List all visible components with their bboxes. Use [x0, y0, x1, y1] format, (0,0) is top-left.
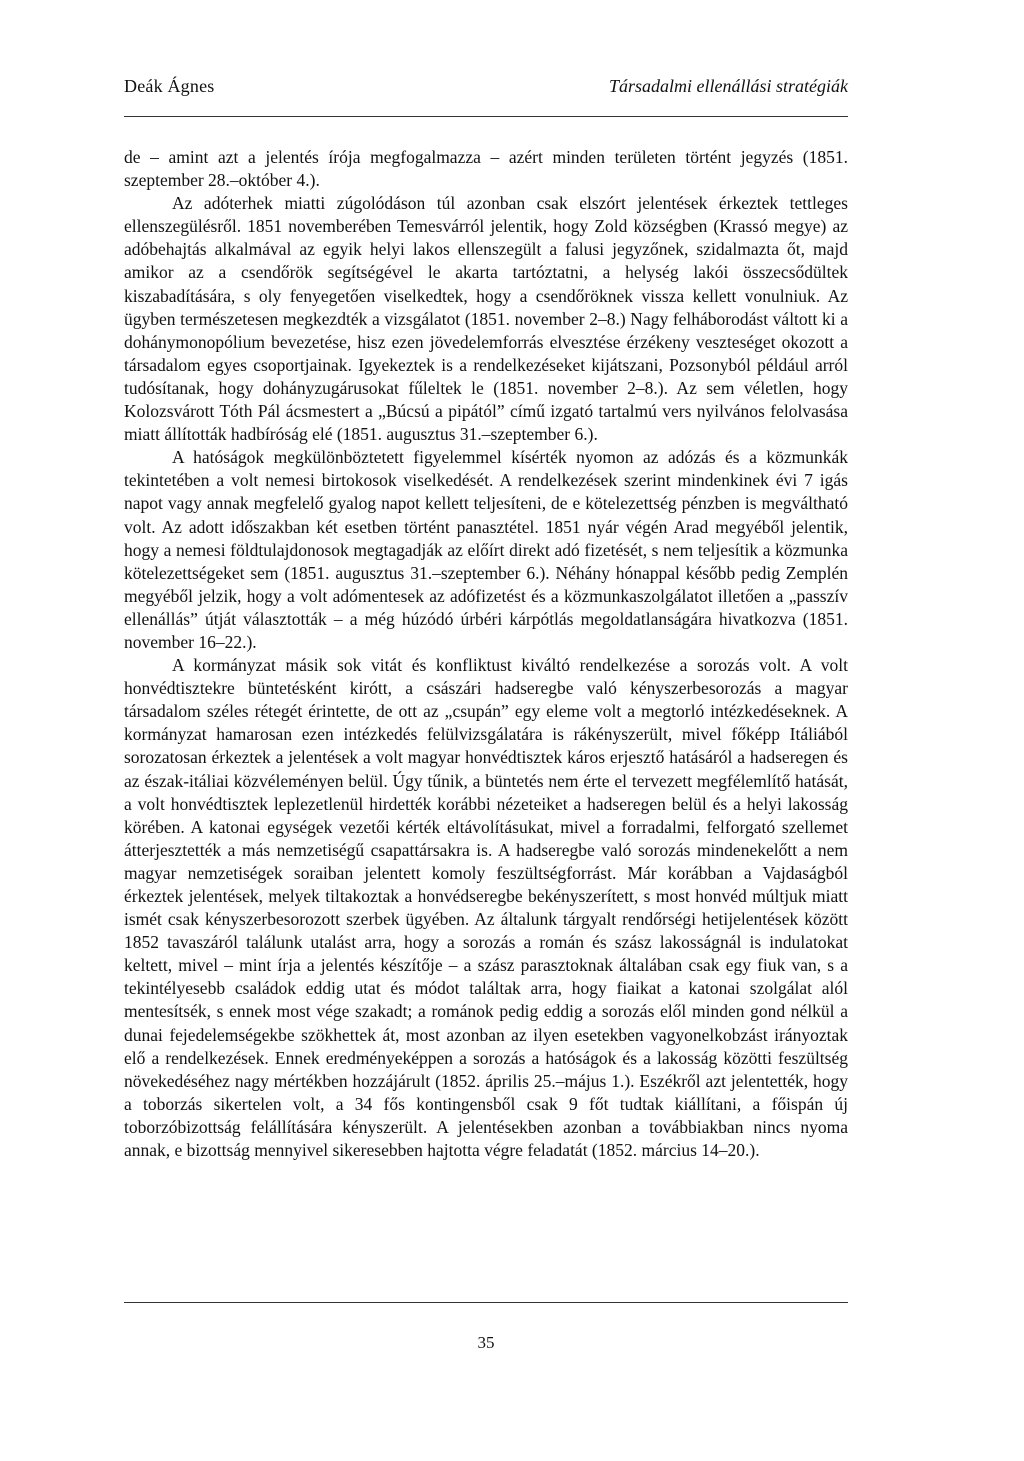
paragraph-1: de – amint azt a jelentés írója megfogalmazza – azért minden területen történt jegyzés (1851. szeptember 28.–október 4.).	[124, 147, 848, 191]
footer-rule	[124, 1302, 848, 1303]
paragraph-3: A hatóságok megkülönböztetett figyelemmel kísérték nyomon az adózás és a közmunkák tekintetében a volt nemesi birtokosok viselkedését. A rendelkezések szerint mindenkinek évi 7 igás napot vagy annak megfelelő gyalog napot kellett teljesíteni, de e kötelezettség pénzben is megváltható volt. Az adott időszakban két esetben történt panasztétel. 1851 nyár végén Arad megyéből jelentik, hogy a nemesi földtulajdonosok megtagadják az előírt direkt adó fizetését, s nem teljesítik a közmunka kötelezettségeket sem (1851. augusztus 31.–szeptember 6.). Néhány hónappal később pedig Zemplén megyéből jelzik, hogy a volt adómentesek az adófizetést és a közmunkaszolgálatot illetően a „passzív ellenállás” útját választották – a még húzódó úrbéri kárpótlás megoldatlanságára hivatkozva (1851. november 16–22.).	[124, 447, 848, 652]
running-head	[124, 76, 848, 120]
paragraph-2: Az adóterhek miatti zúgolódáson túl azonban csak elszórt jelentések érkeztek tettleges ellenszegülésről. 1851 novemberében Temesvárról jelentik, hogy Zold községben (Krassó megye) az adóbehajtás alkalmával az egyik helyi lakos ellenszegült a falusi jegyzőnek, szidalmazta őt, majd amikor az a csendőrök segítségével le akarta tartóztatni, a helység lakói összecsődültek kiszabadítására, s oly fenyegetően viselkedtek, hogy a csendőröknek vissza kellett vonulniuk. Az ügyben természetesen megkezdték a vizsgálatot (1851. november 2–8.) Nagy felháborodást váltott ki a dohánymonopólium bevezetése, hisz ezen jövedelemforrás elvesztése érzékeny veszteséget okozott a társadalom egyes csoportjainak. Igyekeztek is a rendelkezéseket kijátszani, Pozsonyból például arról tudósítanak, hogy dohányzugárusokat fűleltek le (1851. november 2–8.). Az sem véletlen, hogy Kolozsvárott Tóth Pál ácsmestert a „Búcsú a pipától” című izgató tartalmú vers nyilvános felolvasása miatt állították hadbíróság elé (1851. augusztus 31.–szeptember 6.).	[124, 193, 848, 445]
body-text	[124, 146, 848, 1162]
header-rule	[124, 116, 848, 117]
header-author: Deák Ágnes	[124, 76, 215, 96]
header-title: Társadalmi ellenállási stratégiák	[608, 76, 848, 96]
paragraph-4: A kormányzat másik sok vitát és konfliktust kiváltó rendelkezése a sorozás volt. A volt honvédtisztekre büntetésként kirótt, a császári hadseregbe való kényszerbesorozás a magyar társadalom széles rétegét érintette, de ott az „csupán” egy eleme volt a megtorló intézkedéseknek. A kormányzat hamarosan ezen intézkedés felülvizsgálatára is rákényszerült, mivel főképp Itáliából sorozatosan érkeztek a jelentések a volt magyar honvédtisztek káros erjesztő hatásáról a hadseregen és az észak-itáliai közvéleményen belül. Úgy tűnik, a büntetés nem érte el tervezett megfélemlítő hatását, a volt honvédtisztek leplezetlenül hirdették korábbi nézeteiket a hadseregen belül és a helyi lakosság körében. A katonai egységek vezetői kérték eltávolításukat, mivel a forradalmi, felforgató szellemet átterjesztették a más nemzetiségű csapattársakra is. A hadseregbe való sorozás mindenekelőtt a nem magyar nemzetiségek soraiban jelentett komoly feszültségforrást. Már korábban a Vajdaságból érkeztek jelentések, melyek tiltakoztak a honvédseregbe bekényszerített, s most honvéd múltjuk miatt ismét csak kényszerbesorozott szerbek ügyében. Az általunk tárgyalt rendőrségi hetijelentések között 1852 tavaszáról találunk utalást arra, hogy a sorozás a román és szász lakosságnál is indulatokat keltett, mivel – mint írja a jelentés készítője – a szász parasztoknak általában csak egy fiuk van, s a tekintélyesebb családok eddig utat és módot találtak arra, hogy fiaikat a katonai szolgálat alól mentesítsék, s ennek most vége szakadt; a románok pedig eddig a sorozás elől minden gond nélkül a dunai fejedelemségekbe szökhettek át, most azonban az ilyen esetekben vagyonelkobzást irányoztak elő a rendelkezések. Ennek eredményeképpen a sorozás a hatóságok és a lakosság közötti feszültség növekedéséhez nagy mértékben hozzájárult (1852. április 25.–május 1.). Eszékről azt jelentették, hogy a toborzás sikertelen volt, a 34 fős kontingensből csak 9 főt tudtak kiállítani, a főispán új toborzóbizottság felállítására kényszerült. A jelentésekben azonban a továbbiakban nincs nyoma annak, e bizottság mennyivel sikeresebben hajtotta végre feladatát (1852. március 14–20.).	[124, 655, 848, 1161]
page-number: 35	[477, 1333, 495, 1352]
